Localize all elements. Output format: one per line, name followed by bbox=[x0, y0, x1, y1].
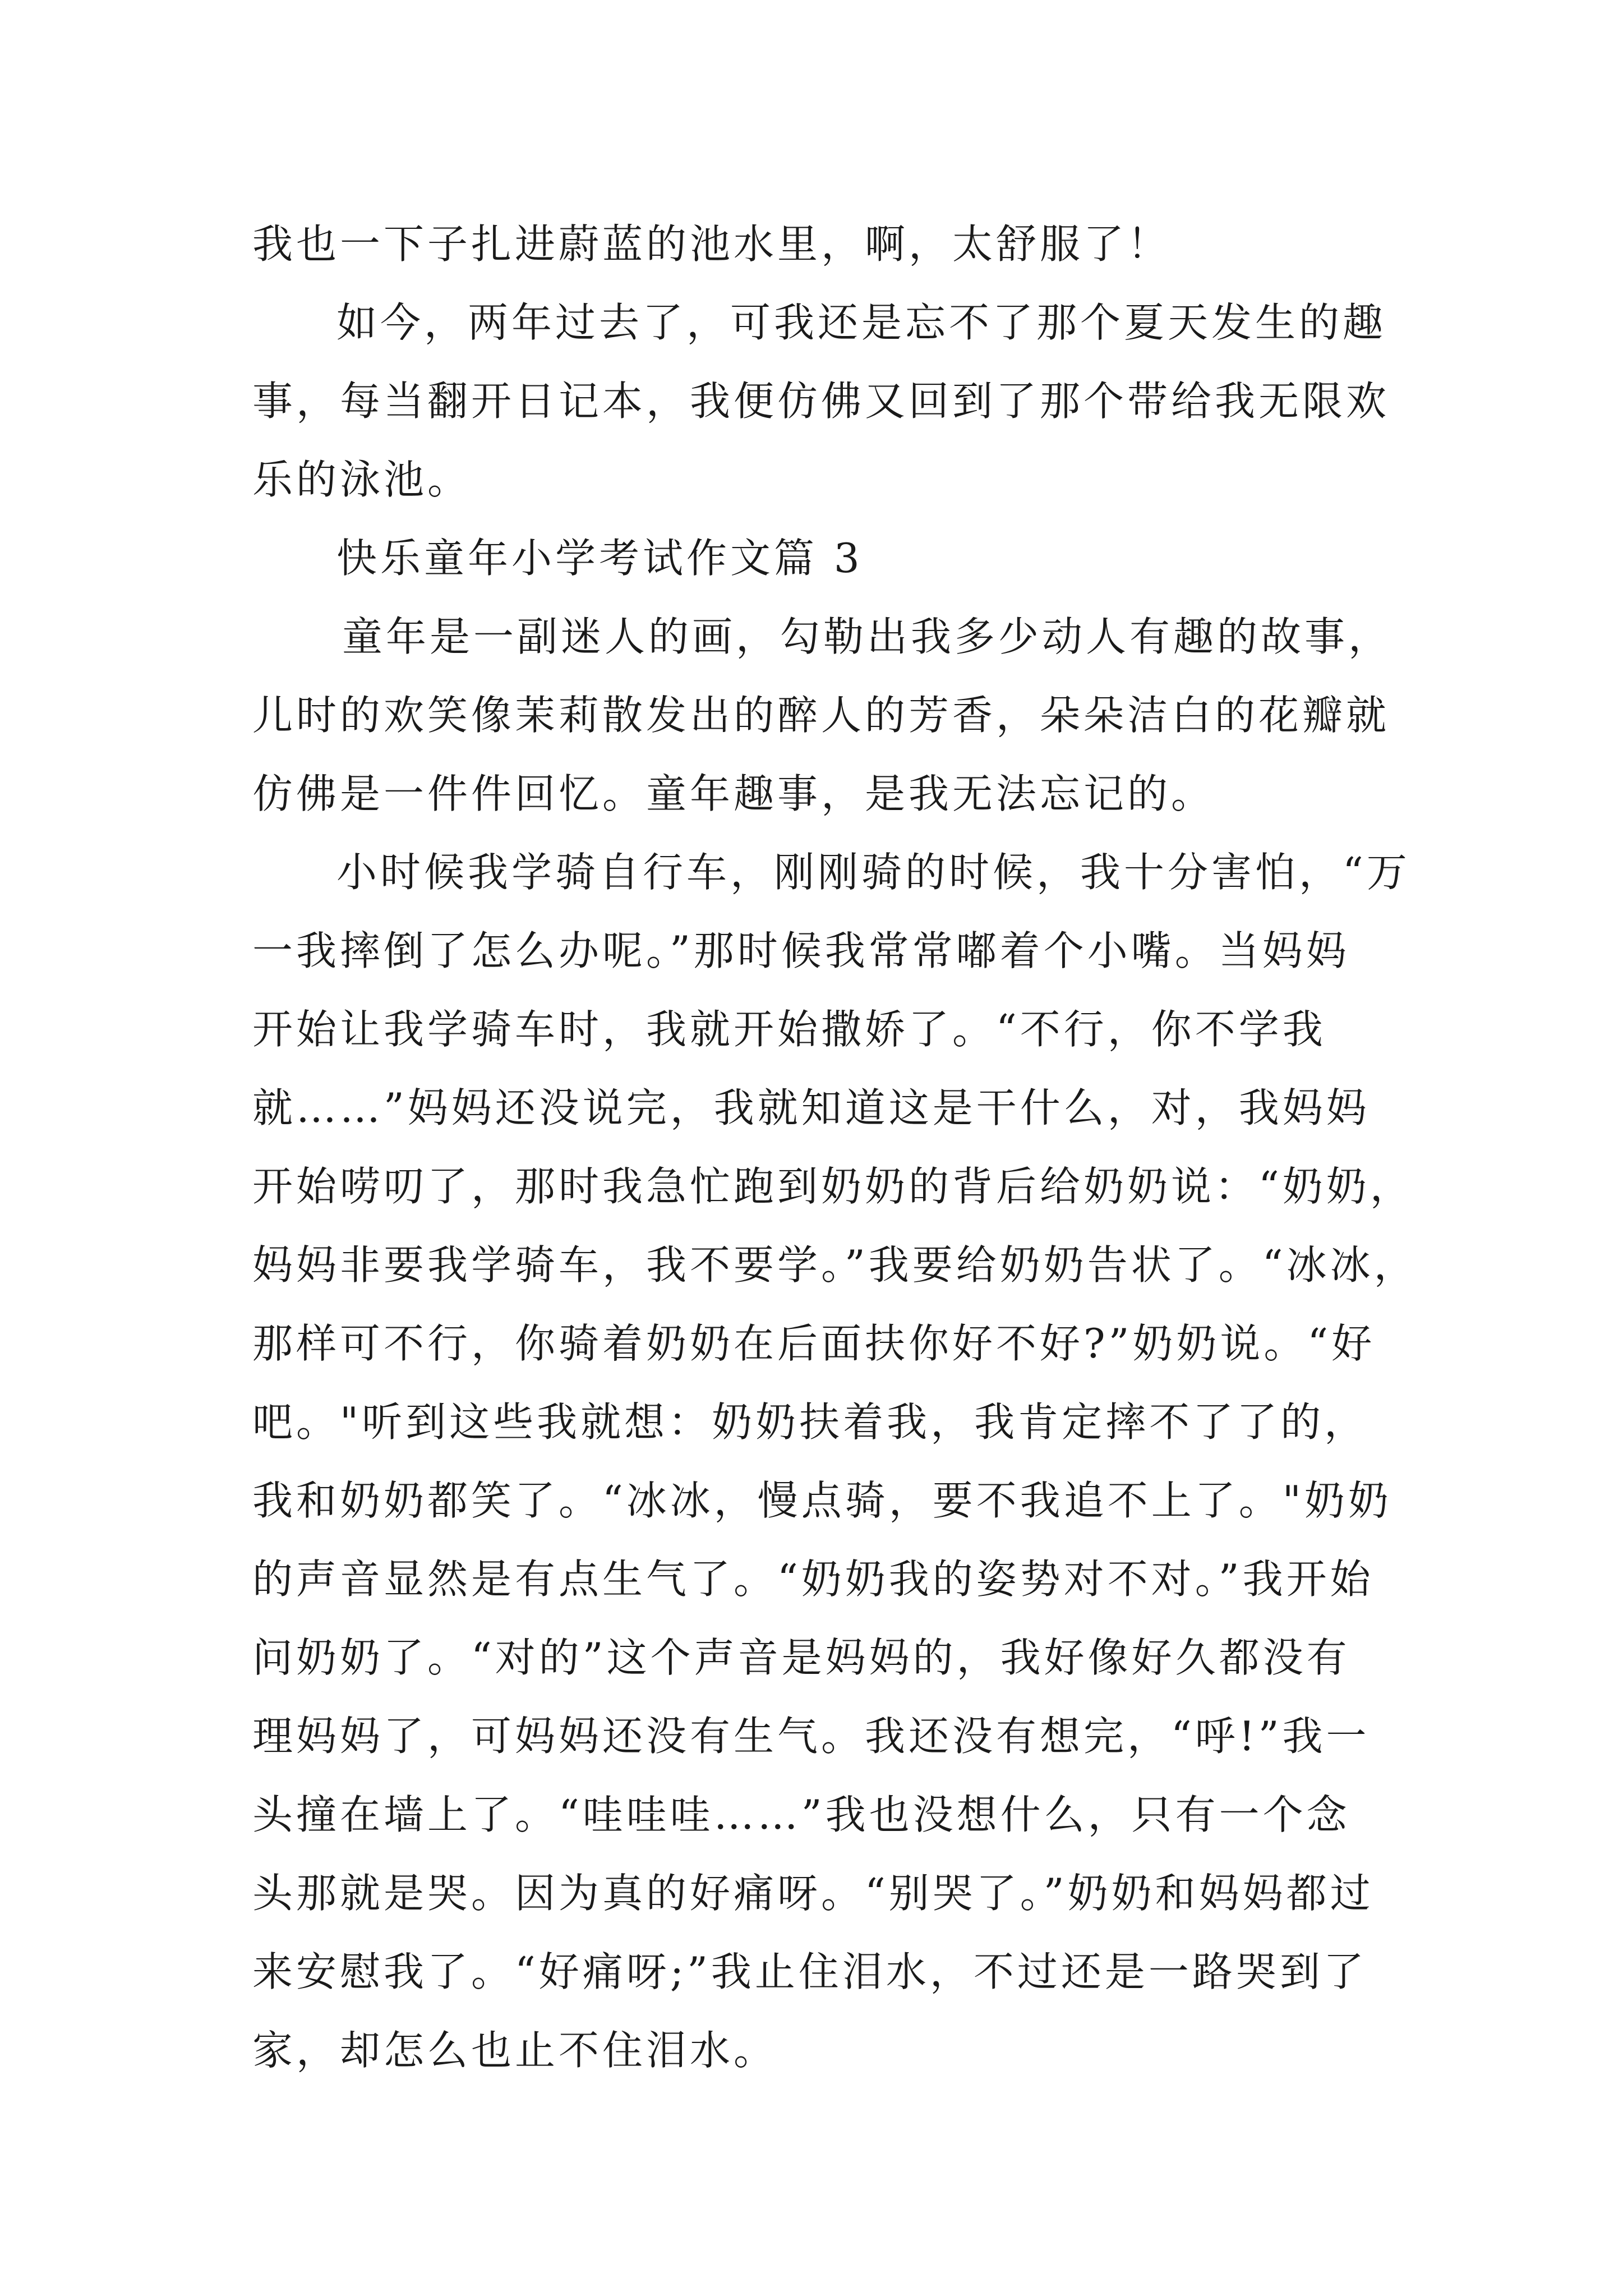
paragraph-start-line: 如今，两年过去了，可我还是忘不了那个夏天发生的趣 bbox=[336, 299, 1387, 346]
text-line: 乐的泳池。 bbox=[252, 456, 472, 503]
text-line: 开始唠叨了，那时我急忙跑到奶奶的背后给奶奶说：“奶奶， bbox=[252, 1163, 1414, 1210]
text-line: 事，每当翻开日记本，我便仿佛又回到了那个带给我无限欢 bbox=[252, 378, 1390, 425]
text-line: 妈妈非要我学骑车，我不要学。”我要给奶奶告状了。“冰冰， bbox=[252, 1241, 1418, 1289]
text-line: 开始让我学骑车时，我就开始撒娇了。“不行，你不学我 bbox=[252, 1006, 1326, 1053]
text-line: 就……”妈妈还没说完，我就知道这是干什么，对，我妈妈 bbox=[252, 1084, 1370, 1131]
document-page bbox=[252, 0, 1418, 2296]
text-line: 问奶奶了。“对的”这个声音是妈妈的，我好像好久都没有 bbox=[252, 1634, 1350, 1681]
text-line: 儿时的欢笑像茉莉散发出的醉人的芳香，朵朵洁白的花瓣就 bbox=[252, 692, 1390, 739]
text-line: 头那就是哭。因为真的好痛呀。“别哭了。”奶奶和妈妈都过 bbox=[252, 1870, 1374, 1917]
text-line: 一我摔倒了怎么办呢。”那时候我常常嘟着个小嘴。当妈妈 bbox=[252, 927, 1350, 974]
text-line: 那样可不行，你骑着奶奶在后面扶你好不好?”奶奶说。“好 bbox=[252, 1320, 1376, 1367]
section-heading: 快乐童年小学考试作文篇 3 bbox=[336, 535, 863, 582]
text-line: 的声音显然是有点生气了。“奶奶我的姿势对不对。”我开始 bbox=[252, 1556, 1374, 1603]
text-line: 我也一下子扎进蔚蓝的池水里，啊，太舒服了！ bbox=[252, 220, 1172, 268]
text-line: 仿佛是一件件回忆。童年趣事，是我无法忘记的。 bbox=[252, 770, 1215, 817]
text-line: 头撞在墙上了。“哇哇哇……”我也没想什么，只有一个念 bbox=[252, 1791, 1350, 1838]
text-line: 家，却怎么也止不住泪水。 bbox=[252, 2027, 778, 2074]
text-line: 来安慰我了。“好痛呀;”我止住泪水，不过还是一路哭到了 bbox=[252, 1948, 1367, 1995]
text-line: 吧。"听到这些我就想：奶奶扶着我，我肯定摔不了了的， bbox=[252, 1398, 1368, 1446]
text-line: 理妈妈了，可妈妈还没有生气。我还没有想完，“呼!”我一 bbox=[252, 1713, 1370, 1760]
paragraph-start-line: 小时候我学骑自行车，刚刚骑的时候，我十分害怕，“万 bbox=[336, 849, 1410, 896]
text-line: 我和奶奶都笑了。“冰冰，慢点骑，要不我追不上了。"奶奶 bbox=[252, 1477, 1392, 1524]
paragraph-start-line: 童年是一副迷人的画，勾勒出我多少动人有趣的故事， bbox=[342, 613, 1393, 660]
